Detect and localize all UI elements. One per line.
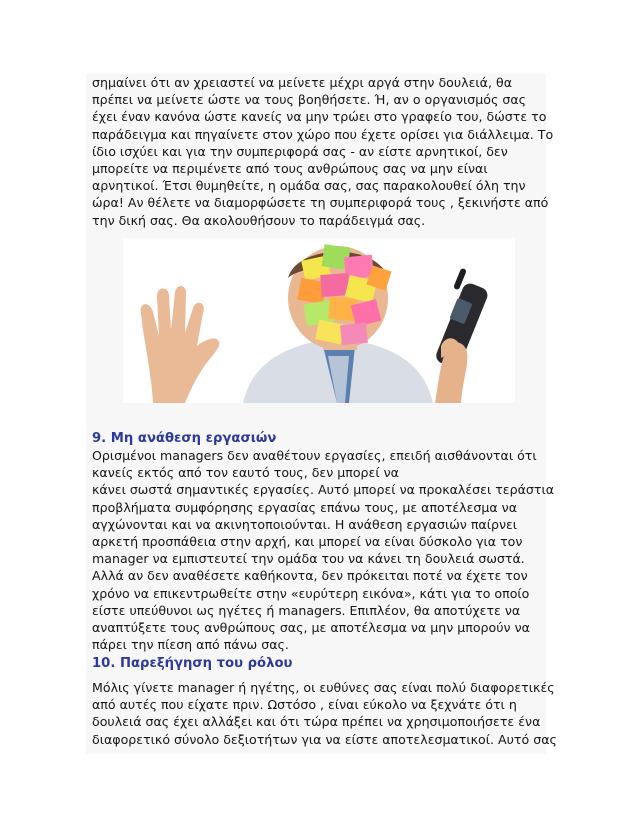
text-line: αρνητικοί. Έτσι θυμηθείτε, η ομάδα σας, σας παρακολουθεί όλη την	[92, 178, 526, 194]
text-line: από αυτές που είχατε πριν. Ωστόσο , είναι εύκολο να ξεχνάτε ότι η	[92, 697, 517, 713]
sticky-notes-photo	[123, 238, 515, 403]
text-line: πρέπει να μείνετε ώστε να τους βοηθήσετε. Ή, αν ο οργανισμός σας	[92, 92, 527, 108]
text-line: Μόλις γίνετε manager ή ηγέτης, οι ευθύνες σας είναι πολύ διαφορετικές	[92, 680, 555, 695]
intro-paragraph	[92, 74, 554, 229]
section-9-heading: 9. Μη ανάθεση εργασιών	[92, 431, 277, 446]
text-line: προβλήματα συμφόρησης εργασίας επάνω τους, με αποτέλεσμα να	[92, 499, 518, 515]
text-line: είστε υπεύθυνοι ως ηγέτες ή managers. Επιπλέον, θα αποτύχετε να	[92, 602, 521, 618]
text-line: πάρει την πίεση από πάνω σας.	[92, 637, 289, 653]
text-line: σημαίνει ότι αν χρειαστεί να μείνετε μέχρι αργά στην δουλειά, θα	[92, 75, 512, 90]
text-line: Αλλά αν δεν αναθέσετε καθήκοντα, δεν πρόκειται ποτέ να έχετε τον	[92, 568, 528, 584]
text-line: αγχώνονται και να ακινητοποιούνται. Η ανάθεση εργασιών παίρνει	[92, 516, 518, 532]
text-line: έχει έναν κανόνα ώστε κανείς να μην τρώει στο γραφείο του, δώστε το	[92, 109, 547, 125]
text-line: αρκετή προσπάθεια στην αρχή, και μπορεί να είναι δύσκολο για τον	[92, 534, 523, 550]
section-10-heading: 10. Παρεξήγηση του ρόλου	[92, 656, 293, 671]
text-line: αναπτύξετε τους ανθρώπους σας, με αποτέλεσμα να μην μπορούν να	[92, 620, 530, 636]
section-10-paragraph	[92, 679, 557, 748]
text-line: ώρα! Αν θέλετε να διαμορφώσετε τη συμπεριφορά τους , ξεκινήστε από	[92, 195, 549, 211]
text-line: μπορείτε να περιμένετε από τους ανθρώπους σας να μην είναι	[92, 161, 488, 177]
text-line: δουλειά σας έχει αλλάξει και ότι τώρα πρέπει να χρησιμοποιήσετε ένα	[92, 714, 541, 730]
text-line: κάνει σωστά σημαντικές εργασίες. Αυτό μπορεί να προκαλέσει τεράστια	[92, 482, 555, 498]
text-line: την δική σας. Θα ακολουθήσουν το παράδειγμά σας.	[92, 212, 426, 228]
section-9-paragraph	[92, 447, 555, 653]
text-line: ίδιο ισχύει και για την συμπεριφορά σας - αν είστε αρνητικοί, δεν	[92, 143, 508, 159]
text-line: Ορισμένοι managers δεν αναθέτουν εργασίες, επειδή αισθάνονται ότι	[92, 448, 537, 463]
text-line: manager να εμπιστευτεί την ομάδα του να κάνει τη δουλειά σωστά.	[92, 551, 525, 567]
text-line: παράδειγμα και πηγαίνετε στον χώρο που έχετε ορίσει για διάλλειμα. Το	[92, 126, 554, 142]
text-line: κανείς εκτός από τον εαυτό τους, δεν μπορεί να	[92, 465, 399, 481]
text-line: διαφορετικό σύνολο δεξιοτήτων για να είστε αποτελεσματικοί. Αυτό σας	[92, 731, 557, 747]
text-line: χρόνο να επικεντρωθείτε στην «ευρύτερη εικόνα», κάτι για το οποίο	[92, 585, 530, 601]
